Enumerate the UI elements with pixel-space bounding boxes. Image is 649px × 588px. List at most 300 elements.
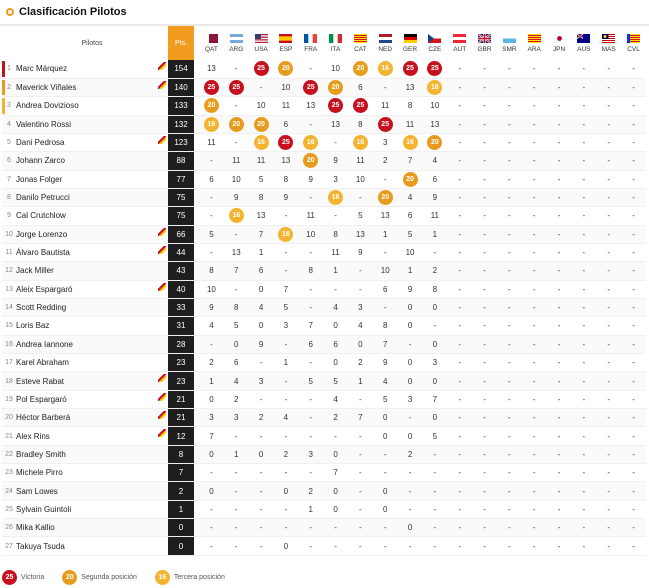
race-result-arg: 7 [234, 266, 239, 276]
table-row[interactable] [2, 317, 646, 335]
table-row[interactable] [2, 60, 646, 78]
argentina-flag-icon [230, 34, 243, 43]
race-result-ita [323, 188, 348, 206]
race-result-esp: 9 [283, 193, 289, 203]
race-result-usa: - [259, 431, 263, 441]
race-result-mas: - [607, 101, 610, 111]
race-result-cvl: - [632, 284, 635, 294]
race-result-jpn: - [557, 248, 561, 258]
race-result-qat: - [210, 541, 213, 551]
table-row[interactable] [2, 133, 646, 151]
race-result-arg: - [234, 541, 238, 551]
table-row[interactable] [2, 280, 646, 298]
rider-name[interactable] [16, 409, 168, 427]
race-result-ned: 0 [382, 486, 388, 496]
rider-name[interactable] [16, 133, 168, 151]
race-result-gbr: - [483, 64, 486, 74]
race-result-fra: 8 [308, 266, 313, 276]
race-result-esp: 0 [283, 541, 289, 551]
race-code: NED [378, 45, 393, 53]
race-result-fra: 10 [306, 229, 316, 239]
rider-name[interactable] [16, 519, 168, 537]
race-result-ita: 11 [331, 248, 340, 258]
rider-name[interactable] [16, 280, 168, 298]
rider-name[interactable] [16, 170, 168, 188]
rider-name[interactable] [16, 482, 168, 500]
table-row[interactable] [2, 97, 646, 115]
race-result-cat: - [359, 504, 362, 514]
table-row[interactable] [2, 482, 646, 500]
race-result-ned: 5 [382, 394, 388, 404]
race-result-ger: - [408, 504, 412, 514]
rider-points: 0 [168, 537, 194, 555]
race-result-ger: 11 [405, 119, 415, 129]
race-result-fra [298, 78, 323, 96]
race-code: USA [254, 45, 268, 53]
race-result-ita: 4 [333, 394, 338, 404]
spanish-rider-stripe-icon [158, 429, 166, 437]
race-result-arg: 13 [231, 248, 241, 258]
race-result-ned: 2 [382, 156, 388, 166]
race-result-qat: 11 [207, 138, 216, 148]
race-result-arg: - [234, 229, 238, 239]
race-code: JPN [552, 45, 566, 53]
race-result-smr: - [508, 394, 511, 404]
race-result-cze [422, 60, 447, 78]
race-result-usa: 8 [258, 193, 264, 203]
race-result-cze: - [433, 541, 437, 551]
race-result-fra: 5 [308, 376, 313, 386]
race-result-smr: - [508, 339, 511, 349]
race-result-fra: 7 [308, 321, 313, 331]
race-result-ara: - [532, 284, 536, 294]
race-result-aus: - [582, 64, 586, 74]
rider-name-label: Jorge Lorenzo [16, 229, 68, 239]
result-badge: 16 [204, 117, 219, 132]
points-header: Pts. [168, 26, 194, 60]
race-result-smr: - [508, 229, 511, 239]
rider-position: 2 [2, 78, 16, 96]
race-result-ara: - [532, 468, 536, 478]
rider-name[interactable] [16, 354, 168, 372]
result-badge: 20 [353, 61, 368, 76]
race-result-jpn: - [557, 358, 561, 368]
race-result-mas: - [607, 303, 610, 313]
race-result-ara: - [532, 303, 536, 313]
race-result-ita: 2 [333, 413, 338, 423]
race-result-gbr: - [483, 83, 486, 93]
race-result-fra: - [309, 431, 313, 441]
rider-position: 4 [7, 120, 11, 128]
race-result-cze: 13 [430, 119, 440, 129]
race-result-ara: - [532, 394, 536, 404]
race-result-aut: - [458, 248, 462, 258]
race-result-ned: 6 [382, 284, 388, 294]
result-badge: 20 [403, 172, 418, 187]
table-row[interactable] [2, 207, 646, 225]
race-result-qat: 5 [209, 229, 214, 239]
race-result-usa: 0 [258, 321, 264, 331]
race-result-aut: - [458, 486, 462, 496]
rider-position: 6 [7, 157, 11, 165]
race-result-gbr: - [483, 431, 486, 441]
race-result-ita: 0 [333, 449, 338, 459]
race-result-arg: 9 [234, 193, 239, 203]
rider-name[interactable] [16, 152, 168, 170]
germany-flag-icon [404, 34, 417, 43]
rider-position: 10 [5, 230, 13, 238]
race-result-smr: - [508, 83, 511, 93]
race-header-cvl [621, 26, 646, 60]
race-result-smr: - [508, 119, 511, 129]
race-result-cat: - [359, 193, 362, 203]
table-row[interactable] [2, 225, 646, 243]
race-result-jpn: - [557, 486, 561, 496]
rider-position: 19 [5, 395, 13, 403]
race-result-aus: - [582, 83, 586, 93]
rider-name[interactable] [16, 97, 168, 115]
rider-name[interactable] [16, 372, 168, 390]
race-result-ara: - [532, 266, 536, 276]
legend-badge: 16 [155, 570, 170, 585]
race-result-aus: - [582, 523, 586, 533]
catalonia-flag-icon [354, 34, 367, 43]
race-result-mas: - [607, 83, 610, 93]
rider-name[interactable] [16, 60, 168, 78]
race-result-esp: - [284, 266, 288, 276]
rider-name[interactable] [16, 427, 168, 445]
race-result-aut: - [458, 523, 462, 533]
race-result-aut: - [458, 266, 462, 276]
race-result-smr: - [508, 468, 511, 478]
race-code: FRA [304, 45, 318, 53]
race-result-cat: 13 [355, 229, 365, 239]
rider-name[interactable] [16, 537, 168, 555]
race-result-fra: - [309, 358, 313, 368]
race-result-qat: 13 [206, 64, 216, 74]
race-result-smr: - [508, 413, 511, 423]
race-result-aut: - [458, 156, 462, 166]
race-result-ita: 0 [333, 504, 338, 514]
race-header-mas [596, 26, 621, 60]
rider-name-label: Héctor Barberá [16, 413, 71, 423]
race-result-qat: - [210, 211, 213, 221]
rider-position: 22 [5, 450, 13, 458]
table-row[interactable] [2, 152, 646, 170]
race-result-usa: 5 [258, 174, 264, 184]
race-result-jpn: - [557, 303, 561, 313]
rider-points: 31 [168, 317, 194, 335]
race-result-fra: 2 [308, 486, 313, 496]
race-header-smr [497, 26, 522, 60]
race-code: GBR [477, 45, 492, 53]
race-result-gbr: - [483, 449, 486, 459]
race-result-cvl: - [632, 138, 635, 148]
race-result-aus: - [582, 376, 586, 386]
race-result-aut: - [458, 174, 462, 184]
race-result-mas: - [607, 266, 610, 276]
rider-name[interactable] [16, 262, 168, 280]
race-result-arg: - [234, 284, 238, 294]
rider-name-label: Esteve Rabat [16, 376, 65, 386]
race-result-ger: 13 [405, 83, 415, 93]
race-result-ara: - [532, 431, 536, 441]
australia-flag-icon [577, 34, 590, 43]
race-result-smr: - [508, 376, 511, 386]
race-result-aut: - [458, 358, 462, 368]
race-result-smr: - [508, 174, 511, 184]
race-result-gbr: - [483, 358, 486, 368]
race-result-usa [249, 60, 274, 78]
race-result-cze: 1 [432, 229, 438, 239]
race-result-ara: - [532, 339, 536, 349]
race-result-jpn: - [557, 83, 561, 93]
race-result-ned: 7 [382, 339, 388, 349]
race-result-cze: 11 [430, 211, 440, 221]
race-result-cat: 1 [358, 376, 363, 386]
race-result-cze: 0 [432, 413, 438, 423]
race-code: AUT [453, 45, 467, 53]
valencia-flag-icon [627, 34, 640, 43]
race-result-qat: 10 [206, 284, 216, 294]
race-result-usa: 7 [258, 229, 264, 239]
legend-badge: 25 [2, 570, 17, 585]
table-row[interactable] [2, 262, 646, 280]
race-result-cat: - [359, 266, 362, 276]
race-result-cvl: - [632, 193, 635, 203]
race-result-gbr: - [483, 541, 486, 551]
result-badge: 25 [427, 61, 442, 76]
race-result-mas: - [607, 523, 610, 533]
rider-name[interactable] [16, 317, 168, 335]
race-result-ita: 8 [333, 229, 338, 239]
race-result-ned: 10 [380, 266, 390, 276]
table-row[interactable] [2, 409, 646, 427]
race-result-ned: 1 [382, 229, 388, 239]
rider-name[interactable] [16, 464, 168, 482]
race-result-cze: 7 [432, 394, 438, 404]
race-result-arg: 11 [232, 156, 241, 166]
race-result-cvl: - [632, 266, 635, 276]
race-result-cvl: - [632, 376, 635, 386]
rider-name-label: Maverick Viñales [16, 83, 77, 93]
race-result-qat: - [210, 193, 213, 203]
race-result-smr: - [508, 321, 511, 331]
race-result-ned: 4 [382, 376, 388, 386]
race-result-arg: 4 [234, 376, 239, 386]
race-result-qat: 2 [209, 358, 214, 368]
race-result-esp: 1 [283, 358, 289, 368]
race-result-jpn: - [557, 449, 561, 459]
race-result-ned: 0 [382, 431, 388, 441]
widget-title: Clasificación Pilotos [19, 6, 127, 18]
rider-points: 77 [168, 170, 194, 188]
race-result-cze: 4 [432, 156, 438, 166]
race-result-ara: - [532, 101, 536, 111]
table-row[interactable] [2, 188, 646, 206]
rider-name[interactable] [16, 225, 168, 243]
table-row[interactable] [2, 390, 646, 408]
race-result-smr: - [508, 303, 511, 313]
rider-position: 9 [7, 212, 11, 220]
rider-name[interactable] [16, 115, 168, 133]
race-code: GER [402, 45, 418, 53]
rider-name[interactable] [16, 500, 168, 518]
table-row[interactable] [2, 298, 646, 316]
race-result-cvl: - [632, 156, 635, 166]
table-row[interactable] [2, 372, 646, 390]
race-result-arg: - [234, 504, 238, 514]
race-result-qat [199, 97, 224, 115]
rider-position: 23 [5, 469, 13, 477]
rider-name-label: Scott Redding [16, 303, 67, 313]
rider-name[interactable] [16, 445, 168, 463]
rider-name-label: Jonas Folger [16, 174, 63, 184]
race-result-ned [373, 188, 398, 206]
race-result-cvl: - [632, 541, 635, 551]
race-result-cat: - [359, 431, 362, 441]
race-result-aus: - [582, 468, 586, 478]
race-result-gbr: - [483, 284, 486, 294]
table-row[interactable] [2, 445, 646, 463]
race-result-ita [323, 97, 348, 115]
race-result-jpn: - [557, 468, 561, 478]
race-result-ita: - [334, 541, 337, 551]
czech-flag-icon [428, 34, 441, 43]
race-result-qat: 4 [209, 321, 214, 331]
rider-name[interactable] [16, 335, 168, 353]
race-result-usa: - [259, 468, 263, 478]
race-result-arg [224, 78, 249, 96]
race-result-qat: 1 [209, 376, 214, 386]
race-result-cat [348, 97, 373, 115]
rider-name-label: Álvaro Bautista [16, 248, 70, 258]
race-result-ned: 13 [380, 211, 390, 221]
race-result-gbr: - [483, 229, 486, 239]
table-row[interactable] [2, 335, 646, 353]
race-result-usa: - [259, 394, 263, 404]
race-result-mas: - [607, 138, 610, 148]
race-result-aut: - [458, 449, 462, 459]
race-result-aut: - [458, 504, 462, 514]
table-row[interactable] [2, 170, 646, 188]
race-result-fra: - [309, 284, 313, 294]
rider-name[interactable] [16, 207, 168, 225]
race-result-ger: 0 [407, 431, 413, 441]
table-row[interactable] [2, 243, 646, 261]
race-result-qat: 3 [209, 413, 214, 423]
race-result-ned: 9 [382, 358, 388, 368]
rider-name[interactable] [16, 188, 168, 206]
race-result-cat: 2 [358, 358, 363, 368]
rider-position: 18 [5, 377, 13, 385]
race-result-aus: - [582, 174, 586, 184]
race-result-gbr: - [483, 413, 486, 423]
rider-name[interactable] [16, 243, 168, 261]
podium-marker [2, 61, 5, 77]
table-row[interactable] [2, 78, 646, 96]
table-row[interactable] [2, 500, 646, 518]
race-result-aut: - [458, 339, 462, 349]
race-result-cvl: - [632, 358, 635, 368]
table-row[interactable] [2, 354, 646, 372]
race-result-aut: - [458, 541, 462, 551]
rider-points: 1 [168, 500, 194, 518]
result-badge: 16 [303, 135, 318, 150]
title-bullet-icon [6, 8, 14, 16]
race-result-cvl: - [632, 486, 635, 496]
rider-name-label: Danilo Petrucci [16, 193, 70, 203]
race-result-esp: 6 [283, 119, 289, 129]
table-row[interactable] [2, 464, 646, 482]
race-result-jpn: - [557, 193, 561, 203]
race-result-aut: - [458, 321, 462, 331]
race-result-jpn: - [557, 413, 561, 423]
race-result-fra: - [309, 413, 313, 423]
race-code: ESP [279, 45, 293, 53]
rider-position: 27 [5, 542, 13, 550]
rider-name[interactable] [16, 390, 168, 408]
race-result-fra: - [309, 541, 313, 551]
table-row[interactable] [2, 427, 646, 445]
race-result-ger: 0 [407, 321, 413, 331]
race-result-esp: 10 [281, 83, 291, 93]
race-result-gbr: - [483, 468, 486, 478]
legend-badge: 20 [62, 570, 77, 585]
race-result-smr: - [508, 504, 511, 514]
rider-name[interactable] [16, 78, 168, 96]
rider-points: 154 [168, 60, 194, 78]
race-result-esp: - [284, 394, 288, 404]
race-result-cat: 3 [358, 303, 363, 313]
race-result-cat: 11 [356, 156, 365, 166]
race-result-arg: - [234, 468, 238, 478]
table-row[interactable] [2, 537, 646, 555]
race-result-qat: 9 [209, 303, 214, 313]
race-result-fra: 11 [306, 211, 315, 221]
rider-position: 24 [5, 487, 13, 495]
legend-label: Segunda posición [81, 573, 137, 581]
race-result-qat: - [210, 156, 213, 166]
race-result-ger: 8 [407, 101, 413, 111]
race-result-arg: 8 [234, 303, 239, 313]
race-result-qat: 0 [209, 486, 214, 496]
race-result-smr: - [508, 248, 511, 258]
race-result-usa [249, 115, 274, 133]
race-result-mas: - [607, 229, 610, 239]
race-result-qat: - [210, 339, 213, 349]
race-result-ita: - [334, 523, 337, 533]
rider-name[interactable] [16, 298, 168, 316]
race-result-arg: 2 [234, 394, 239, 404]
race-result-ger: 0 [407, 376, 413, 386]
race-result-ned: - [383, 449, 387, 459]
rider-points: 133 [168, 97, 194, 115]
race-result-smr: - [508, 156, 511, 166]
result-badge: 25 [328, 98, 343, 113]
rider-name-label: Cal Crutchlow [16, 211, 66, 221]
table-row[interactable] [2, 115, 646, 133]
race-result-aut: - [458, 303, 462, 313]
race-result-gbr: - [483, 486, 486, 496]
table-row[interactable] [2, 519, 646, 537]
race-result-usa: - [259, 83, 263, 93]
race-code: CAT [354, 45, 367, 53]
race-result-esp: 11 [281, 101, 291, 111]
race-result-cze: - [433, 468, 437, 478]
race-result-gbr: - [483, 119, 486, 129]
race-header-ara [522, 26, 547, 60]
